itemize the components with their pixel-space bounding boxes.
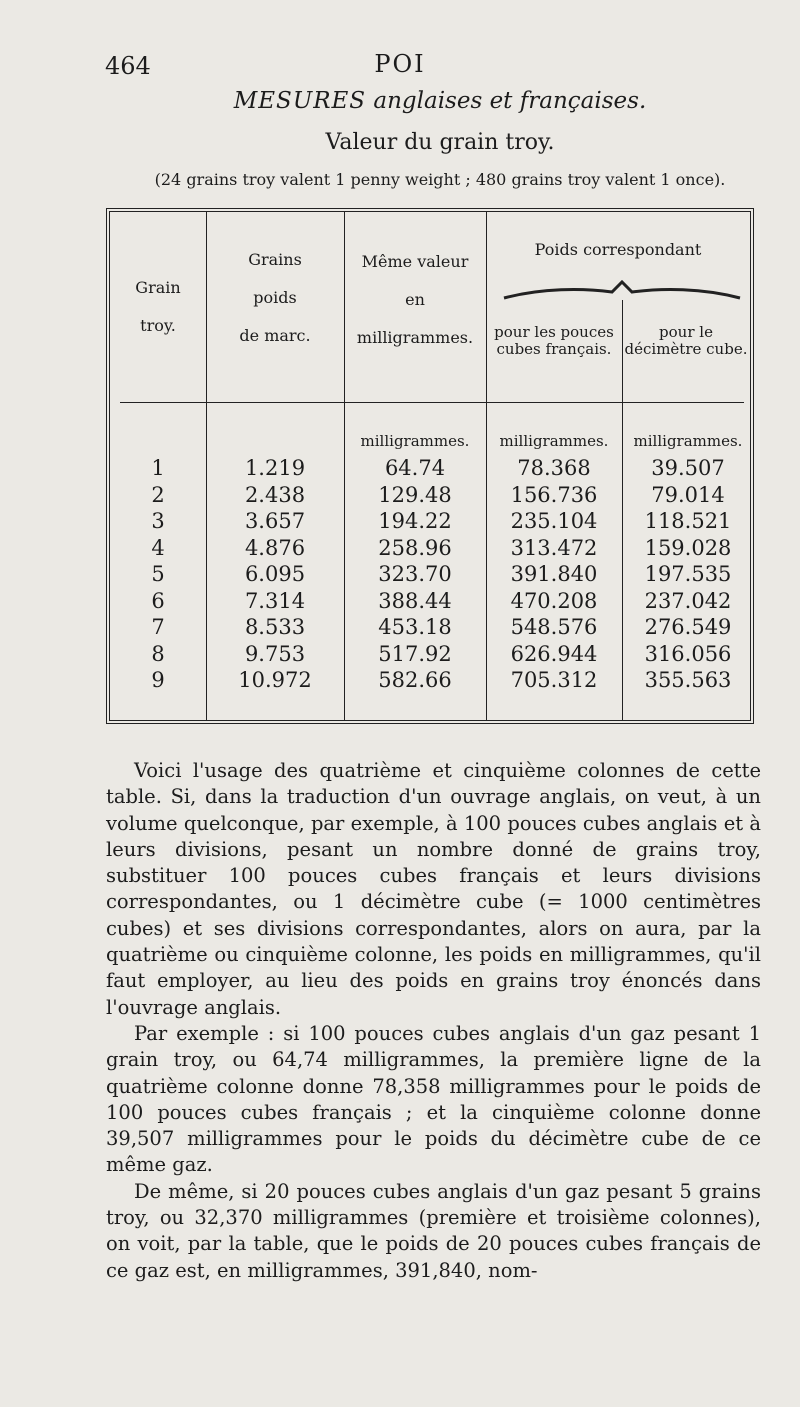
column-grain-troy [110, 455, 206, 694]
table-cell: 3.657 [244, 509, 306, 533]
table-cell: 316.056 [644, 641, 732, 666]
table-cell: 39.507 [651, 456, 725, 480]
table-cell: 1.219 [244, 456, 306, 480]
column-decimetre-cube [622, 455, 754, 694]
table-cell: 391.840 [510, 562, 598, 586]
brace-icon [502, 280, 742, 302]
paragraph: Voici l'usage des quatrième et cinquième colonnes de cette table. Si, dans la traduction d'un ouvrage anglais, on veut, à un volume quelconque, par exemple, à 100 pouces cubes anglais et à leurs divisions, pesant un nombre donné de grains troy, substituer 100 pouces cubes français et leurs divisions correspondantes, ou 1 décimètre cube (= 1000 centimètres cubes) et ses divisions correspondantes, alors on aura, par la quatrième ou cinquième colonne, les poids en milligrammes, qu'il faut employer, au lieu des poids en grains troy énoncés dans l'ouvrage anglais. [106, 759, 761, 1019]
title-rest: anglaises et françaises. [366, 88, 647, 114]
table-cell: 453.18 [378, 615, 452, 639]
unit-label: milligrammes. [633, 432, 743, 450]
table-cell: 4 [151, 535, 165, 560]
table-cell: 388.44 [378, 588, 452, 613]
table-cell: 8 [151, 641, 165, 666]
header-poids-correspondant: Poids correspondant [534, 240, 702, 259]
table-cell: 8.533 [244, 615, 306, 639]
table-cell: 6 [151, 588, 165, 613]
table-cell: 156.736 [510, 482, 598, 507]
table-cell: 705.312 [510, 668, 598, 692]
page-number: 464 [105, 52, 151, 80]
table-cell: 2 [151, 482, 165, 507]
table-cell: 64.74 [384, 456, 446, 480]
table-cell: 3 [151, 509, 165, 533]
header-pouces-cubes: pour les pouces cubes français. [494, 323, 614, 358]
table-cell: 118.521 [644, 509, 732, 533]
unit-label: milligrammes. [499, 432, 609, 450]
table-cell: 2.438 [244, 482, 306, 507]
column-meme-valeur [344, 455, 486, 694]
table-cell: 9 [151, 668, 165, 692]
table-cell: 313.472 [510, 535, 598, 560]
table-cell: 129.48 [378, 482, 452, 507]
table-cell: 7 [151, 615, 165, 639]
header-decimetre-cube: pour le décimètre cube. [624, 323, 748, 358]
table-cell: 78.368 [517, 456, 591, 480]
table-cell: 10.972 [238, 668, 312, 692]
table-cell: 159.028 [644, 535, 732, 560]
unit-label: milligrammes. [360, 432, 470, 450]
paragraph: De même, si 20 pouces cubes anglais d'un gaz pesant 5 grains troy, ou 32,370 milligrammes (première et troisième colonnes), on voit, par la table, que le poids de 20 pouces cubes français de ce gaz est, en milligrammes, 391,840, nom- [106, 1179, 761, 1282]
table-cell: 517.92 [378, 641, 452, 666]
column-poids-de-marc [206, 455, 344, 694]
column-pouces-cubes [486, 455, 622, 694]
running-head: POI [374, 50, 426, 78]
section-title [0, 88, 800, 114]
table-cell: 470.208 [510, 588, 598, 613]
table-cell: 323.70 [378, 562, 452, 586]
body-text [106, 758, 761, 1284]
table-cell: 548.576 [510, 615, 598, 639]
table-cell: 237.042 [644, 588, 732, 613]
header-rule [120, 402, 744, 403]
table-cell: 79.014 [651, 482, 725, 507]
header-meme-valeur: Même valeur en milligrammes. [356, 252, 474, 347]
table-cell: 258.96 [378, 535, 452, 560]
paragraph: Par exemple : si 100 pouces cubes anglais d'un gaz pesant 1 grain troy, ou 64,74 milligrammes, la première ligne de la quatrième colonne donne 78,358 milligrammes pour le poids de 100 pouces cubes français ; et la cinquième colonne donne 39,507 milligrammes pour le poids du décimètre cube de ce même gaz. [106, 1021, 761, 1177]
table-cell: 197.535 [644, 562, 732, 586]
conversion-table [106, 208, 754, 724]
table-cell: 6.095 [244, 562, 306, 586]
table-cell: 355.563 [644, 668, 732, 692]
table-cell: 194.22 [378, 509, 452, 533]
table-cell: 582.66 [378, 668, 452, 692]
conversion-note: (24 grains troy valent 1 penny weight ; 480 grains troy valent 1 once). [154, 170, 726, 189]
table-cell: 7.314 [244, 588, 306, 613]
table-cell: 626.944 [510, 641, 598, 666]
table-cell: 4.876 [244, 535, 306, 560]
header-poids-de-marc: Grains poids de marc. [239, 250, 311, 345]
table-cell: 5 [151, 562, 165, 586]
title-caps: MESURES [233, 88, 367, 114]
section-subtitle: Valeur du grain troy. [325, 130, 555, 155]
table-cell: 1 [151, 456, 165, 480]
table-cell: 9.753 [244, 641, 306, 666]
table-cell: 276.549 [644, 615, 732, 639]
table-cell: 235.104 [510, 509, 598, 533]
header-grain: Grain troy. [135, 278, 181, 335]
